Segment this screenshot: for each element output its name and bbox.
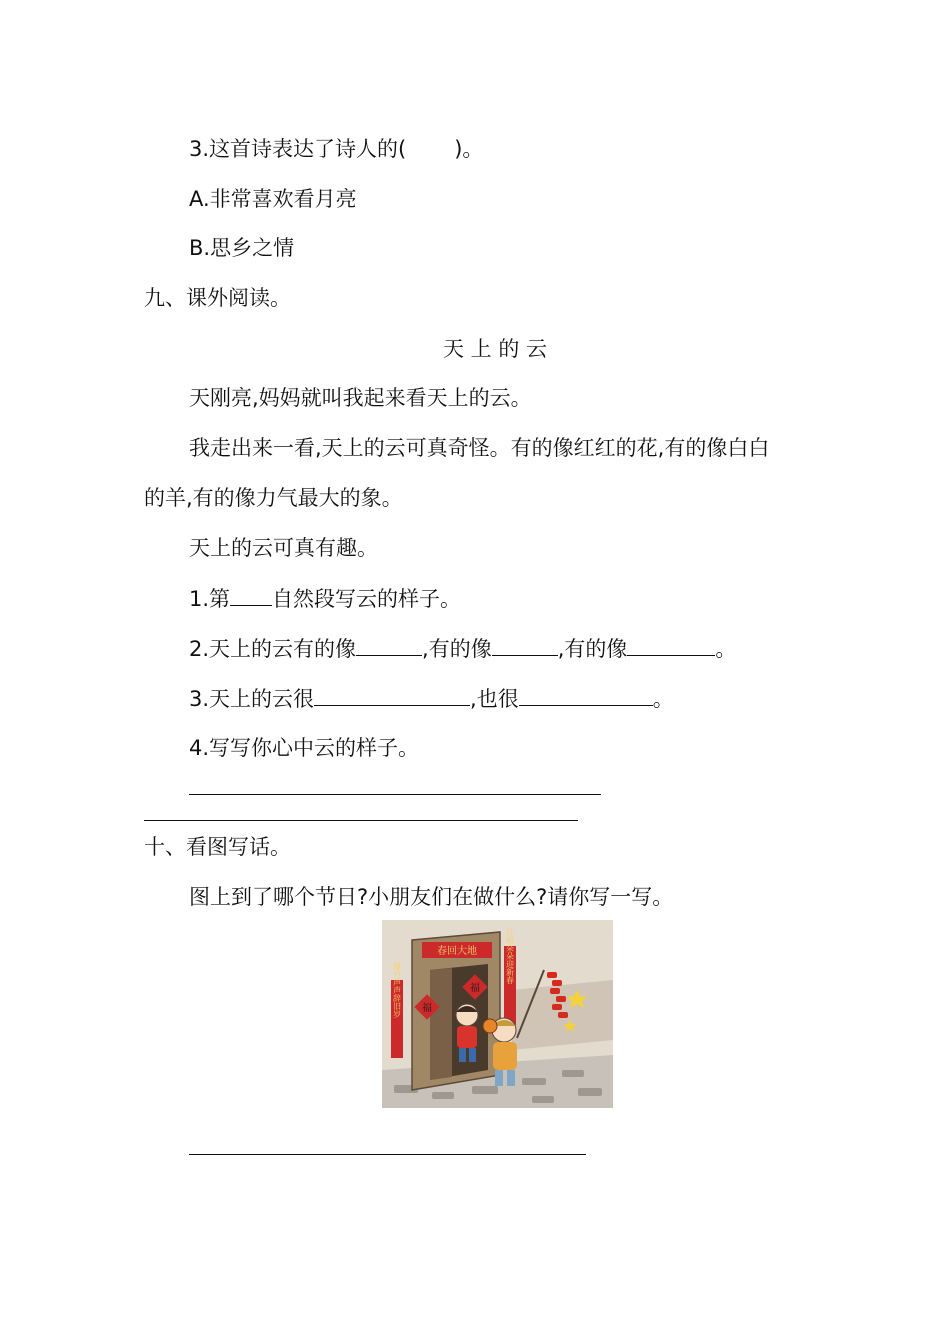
- option-b: B.思乡之情: [189, 236, 295, 260]
- sub-question-1: [189, 583, 461, 614]
- answer-line-1[interactable]: [189, 794, 601, 795]
- section-9-heading: 九、课外阅读。: [144, 286, 291, 310]
- sub-question-2: [189, 633, 736, 664]
- passage-paragraph-2-line-1: 我走出来一看,天上的云可真奇怪。有的像红红的花,有的像白白: [189, 436, 770, 460]
- door-left: [430, 968, 452, 1080]
- top-banner-text: 春回大地: [437, 946, 477, 957]
- sub-question-2-text: 2.天上的云有的像: [189, 637, 357, 661]
- right-couplet-text: 红梅朵朵迎新春: [505, 928, 515, 984]
- sub-question-3-text-2: ,也很: [470, 687, 519, 711]
- spring-festival-illustration: [382, 920, 613, 1108]
- sub-question-2-blank-2[interactable]: [492, 633, 558, 656]
- left-couplet-text: 爆竹声声辞旧岁: [392, 962, 402, 1018]
- sub-question-3-text-end: 。: [652, 687, 674, 711]
- sub-question-2-blank-1[interactable]: [356, 633, 422, 656]
- sub-question-1-text: 1.第: [189, 587, 231, 611]
- sub-question-2-text-2: ,有的像: [422, 637, 492, 661]
- question-3: [189, 134, 483, 164]
- passage-title: 天 上 的 云: [443, 337, 548, 361]
- passage-paragraph-2-line-2: 的羊,有的像力气最大的象。: [144, 486, 403, 510]
- section-10-prompt: 图上到了哪个节日?小朋友们在做什么?请你写一写。: [189, 885, 674, 909]
- sub-question-2-blank-3[interactable]: [627, 633, 715, 656]
- sub-question-2-text-end: 。: [715, 637, 737, 661]
- sub-question-4: 4.写写你心中云的样子。: [189, 736, 420, 760]
- sub-question-2-text-3: ,有的像: [557, 637, 628, 661]
- question-3-stem-end: )。: [454, 137, 484, 161]
- sub-question-3: [189, 683, 674, 714]
- writing-answer-line[interactable]: [189, 1154, 586, 1155]
- option-a: A.非常喜欢看月亮: [189, 187, 357, 211]
- sub-question-1-blank[interactable]: [230, 583, 272, 606]
- answer-line-2[interactable]: [144, 820, 578, 821]
- section-10-heading: 十、看图写话。: [144, 835, 291, 859]
- fu-sign-left-text: 福: [422, 1003, 432, 1014]
- sub-question-3-text: 3.天上的云很: [189, 687, 315, 711]
- sub-question-1-text-end: 自然段写云的样子。: [272, 587, 462, 611]
- sub-question-3-blank-2[interactable]: [519, 683, 653, 706]
- fu-sign-right-text: 福: [470, 983, 480, 994]
- sub-question-3-blank-1[interactable]: [314, 683, 470, 706]
- question-3-stem: 3.这首诗表达了诗人的(: [189, 137, 407, 161]
- passage-paragraph-1: 天刚亮,妈妈就叫我起来看天上的云。: [189, 386, 532, 410]
- passage-paragraph-3: 天上的云可真有趣。: [189, 536, 378, 560]
